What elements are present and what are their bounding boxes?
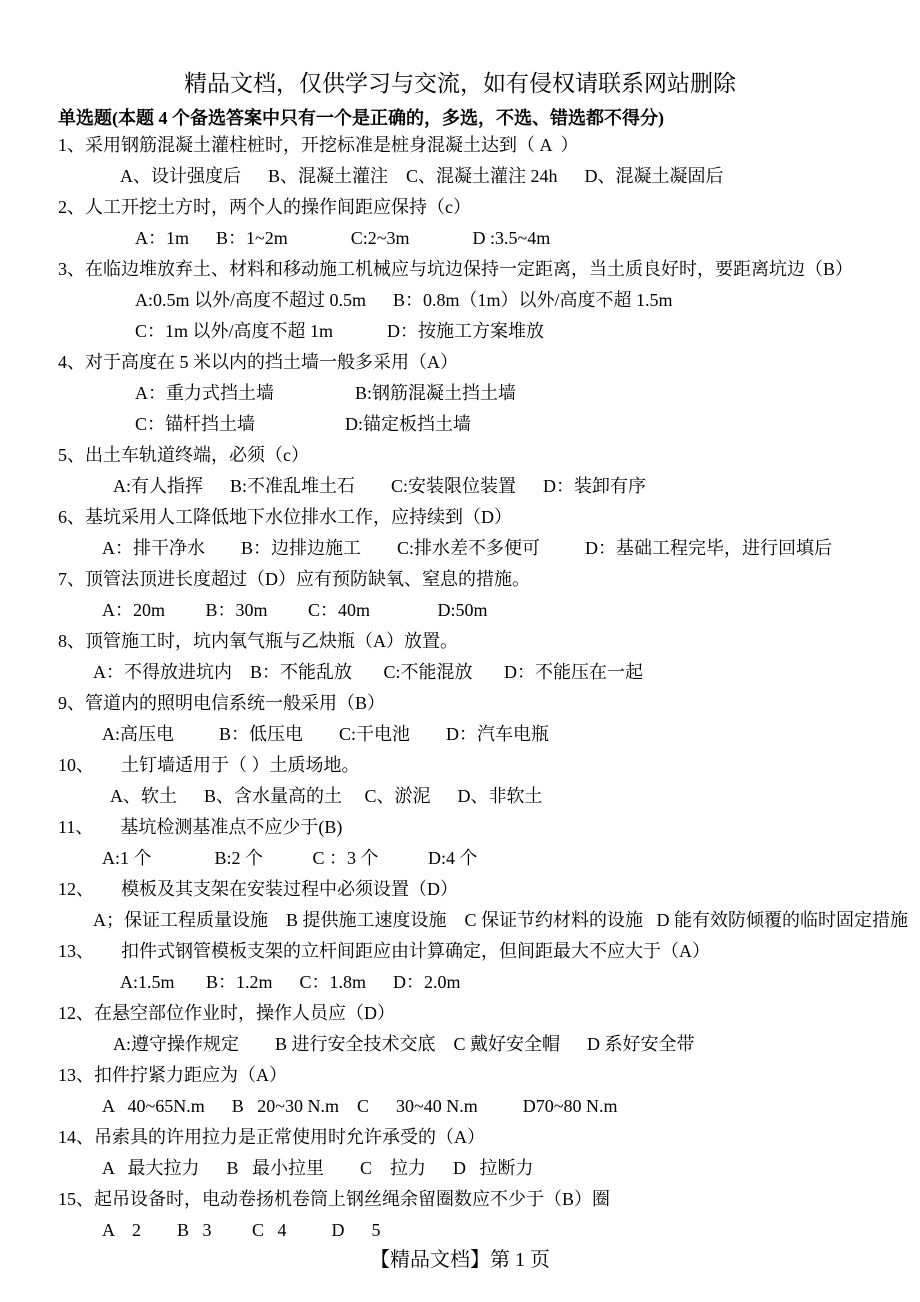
option-line: A 40~65N.m B 20~30 N.m C 30~40 N.m D70~80 N.m bbox=[102, 1096, 618, 1116]
question-line: 8、顶管施工时，坑内氧气瓶与乙炔瓶（A）放置。 bbox=[58, 631, 458, 651]
option-line: A:有人指挥 B:不准乱堆土石 C:安装限位装置 D：装卸有序 bbox=[113, 476, 647, 496]
question-list bbox=[0, 130, 920, 1246]
question-line: 9、管道内的照明电信系统一般采用（B） bbox=[58, 693, 386, 713]
option-line: A：1m B：1~2m C:2~3m D :3.5~4m bbox=[135, 228, 551, 248]
option-line: A：重力式挡土墙 B:钢筋混凝土挡土墙 bbox=[135, 383, 517, 403]
page-title: 精品文档，仅供学习与交流，如有侵权请联系网站删除 bbox=[184, 71, 736, 96]
question-line: 12、 模板及其支架在安装过程中必须设置（D） bbox=[58, 879, 458, 899]
question-line: 6、基坑采用人工降低地下水位排水工作，应持续到（D） bbox=[58, 507, 512, 527]
option-line: A:高压电 B：低压电 C:干电池 D：汽车电瓶 bbox=[102, 724, 550, 744]
option-line: A 最大拉力 B 最小拉里 C 拉力 D 拉断力 bbox=[102, 1158, 534, 1178]
option-line: A：不得放进坑内 B：不能乱放 C:不能混放 D：不能压在一起 bbox=[93, 662, 644, 682]
option-line: C：锚杆挡土墙 D:锚定板挡土墙 bbox=[135, 414, 472, 434]
question-line: 7、顶管法顶进长度超过（D）应有预防缺氧、窒息的措施。 bbox=[58, 569, 530, 589]
question-line: 13、 扣件式钢管模板支架的立杆间距应由计算确定，但间距最大不应大于（A） bbox=[58, 941, 710, 961]
question-line: 15、起吊设备时，电动卷扬机卷筒上钢丝绳余留圈数应不少于（B）圈 bbox=[58, 1189, 611, 1209]
question-line: 14、吊索具的许用拉力是正常使用时允许承受的（A） bbox=[58, 1127, 485, 1147]
question-line: 12、在悬空部位作业时，操作人员应（D） bbox=[58, 1003, 395, 1023]
option-line: A:遵守操作规定 B 进行安全技术交底 C 戴好安全帽 D 系好安全带 bbox=[113, 1034, 695, 1054]
option-line: A 2 B 3 C 4 D 5 bbox=[102, 1220, 381, 1240]
question-line: 3、在临边堆放弃土、材料和移动施工机械应与坑边保持一定距离，当土质良好时，要距离坑边（B） bbox=[58, 259, 854, 279]
option-line: A:1 个 B:2 个 C ：3 个 D:4 个 bbox=[102, 848, 478, 868]
option-line: A、设计强度后 B、混凝土灌注 C、混凝土灌注 24h D、混凝土凝固后 bbox=[120, 166, 724, 186]
option-line: A:0.5m 以外/高度不超过 0.5m B：0.8m（1m）以外/高度不超 1.5m bbox=[135, 290, 673, 310]
question-line: 2、人工开挖土方时，两个人的操作间距应保持（c） bbox=[58, 197, 471, 217]
question-line: 11、 基坑检测基准点不应少于(B) bbox=[58, 817, 343, 837]
instruction-text: 单选题(本题 4 个备选答案中只有一个是正确的，多选，不选、错选都不得分) bbox=[58, 108, 664, 128]
question-line: 4、对于高度在 5 米以内的挡土墙一般多采用（A） bbox=[58, 352, 458, 372]
option-line: A、软土 B、含水量高的土 C、淤泥 D、非软土 bbox=[110, 786, 543, 806]
option-line: A：排干净水 B：边排边施工 C:排水差不多便可 D：基础工程完毕，进行回填后 bbox=[102, 538, 833, 558]
option-line: A:1.5m B：1.2m C：1.8m D：2.0m bbox=[120, 972, 461, 992]
question-line: 1、采用钢筋混凝土灌柱桩时，开挖标准是桩身混凝土达到（ A ） bbox=[58, 135, 579, 155]
option-line: A：20m B：30m C：40m D:50m bbox=[102, 600, 488, 620]
option-line: C：1m 以外/高度不超 1m D：按施工方案堆放 bbox=[135, 321, 545, 341]
option-line: A；保证工程质量设施 B 提供施工速度设施 C 保证节约材料的设施 D 能有效防倾覆的临时固定措施 bbox=[93, 910, 909, 930]
question-line: 13、扣件拧紧力距应为（A） bbox=[58, 1065, 287, 1085]
question-line: 5、出土车轨道终端，必须（c） bbox=[58, 445, 309, 465]
page-footer: 【精品文档】第 1 页 bbox=[370, 1249, 550, 1271]
question-line: 10、 土钉墙适用于（ ）土质场地。 bbox=[58, 755, 360, 775]
